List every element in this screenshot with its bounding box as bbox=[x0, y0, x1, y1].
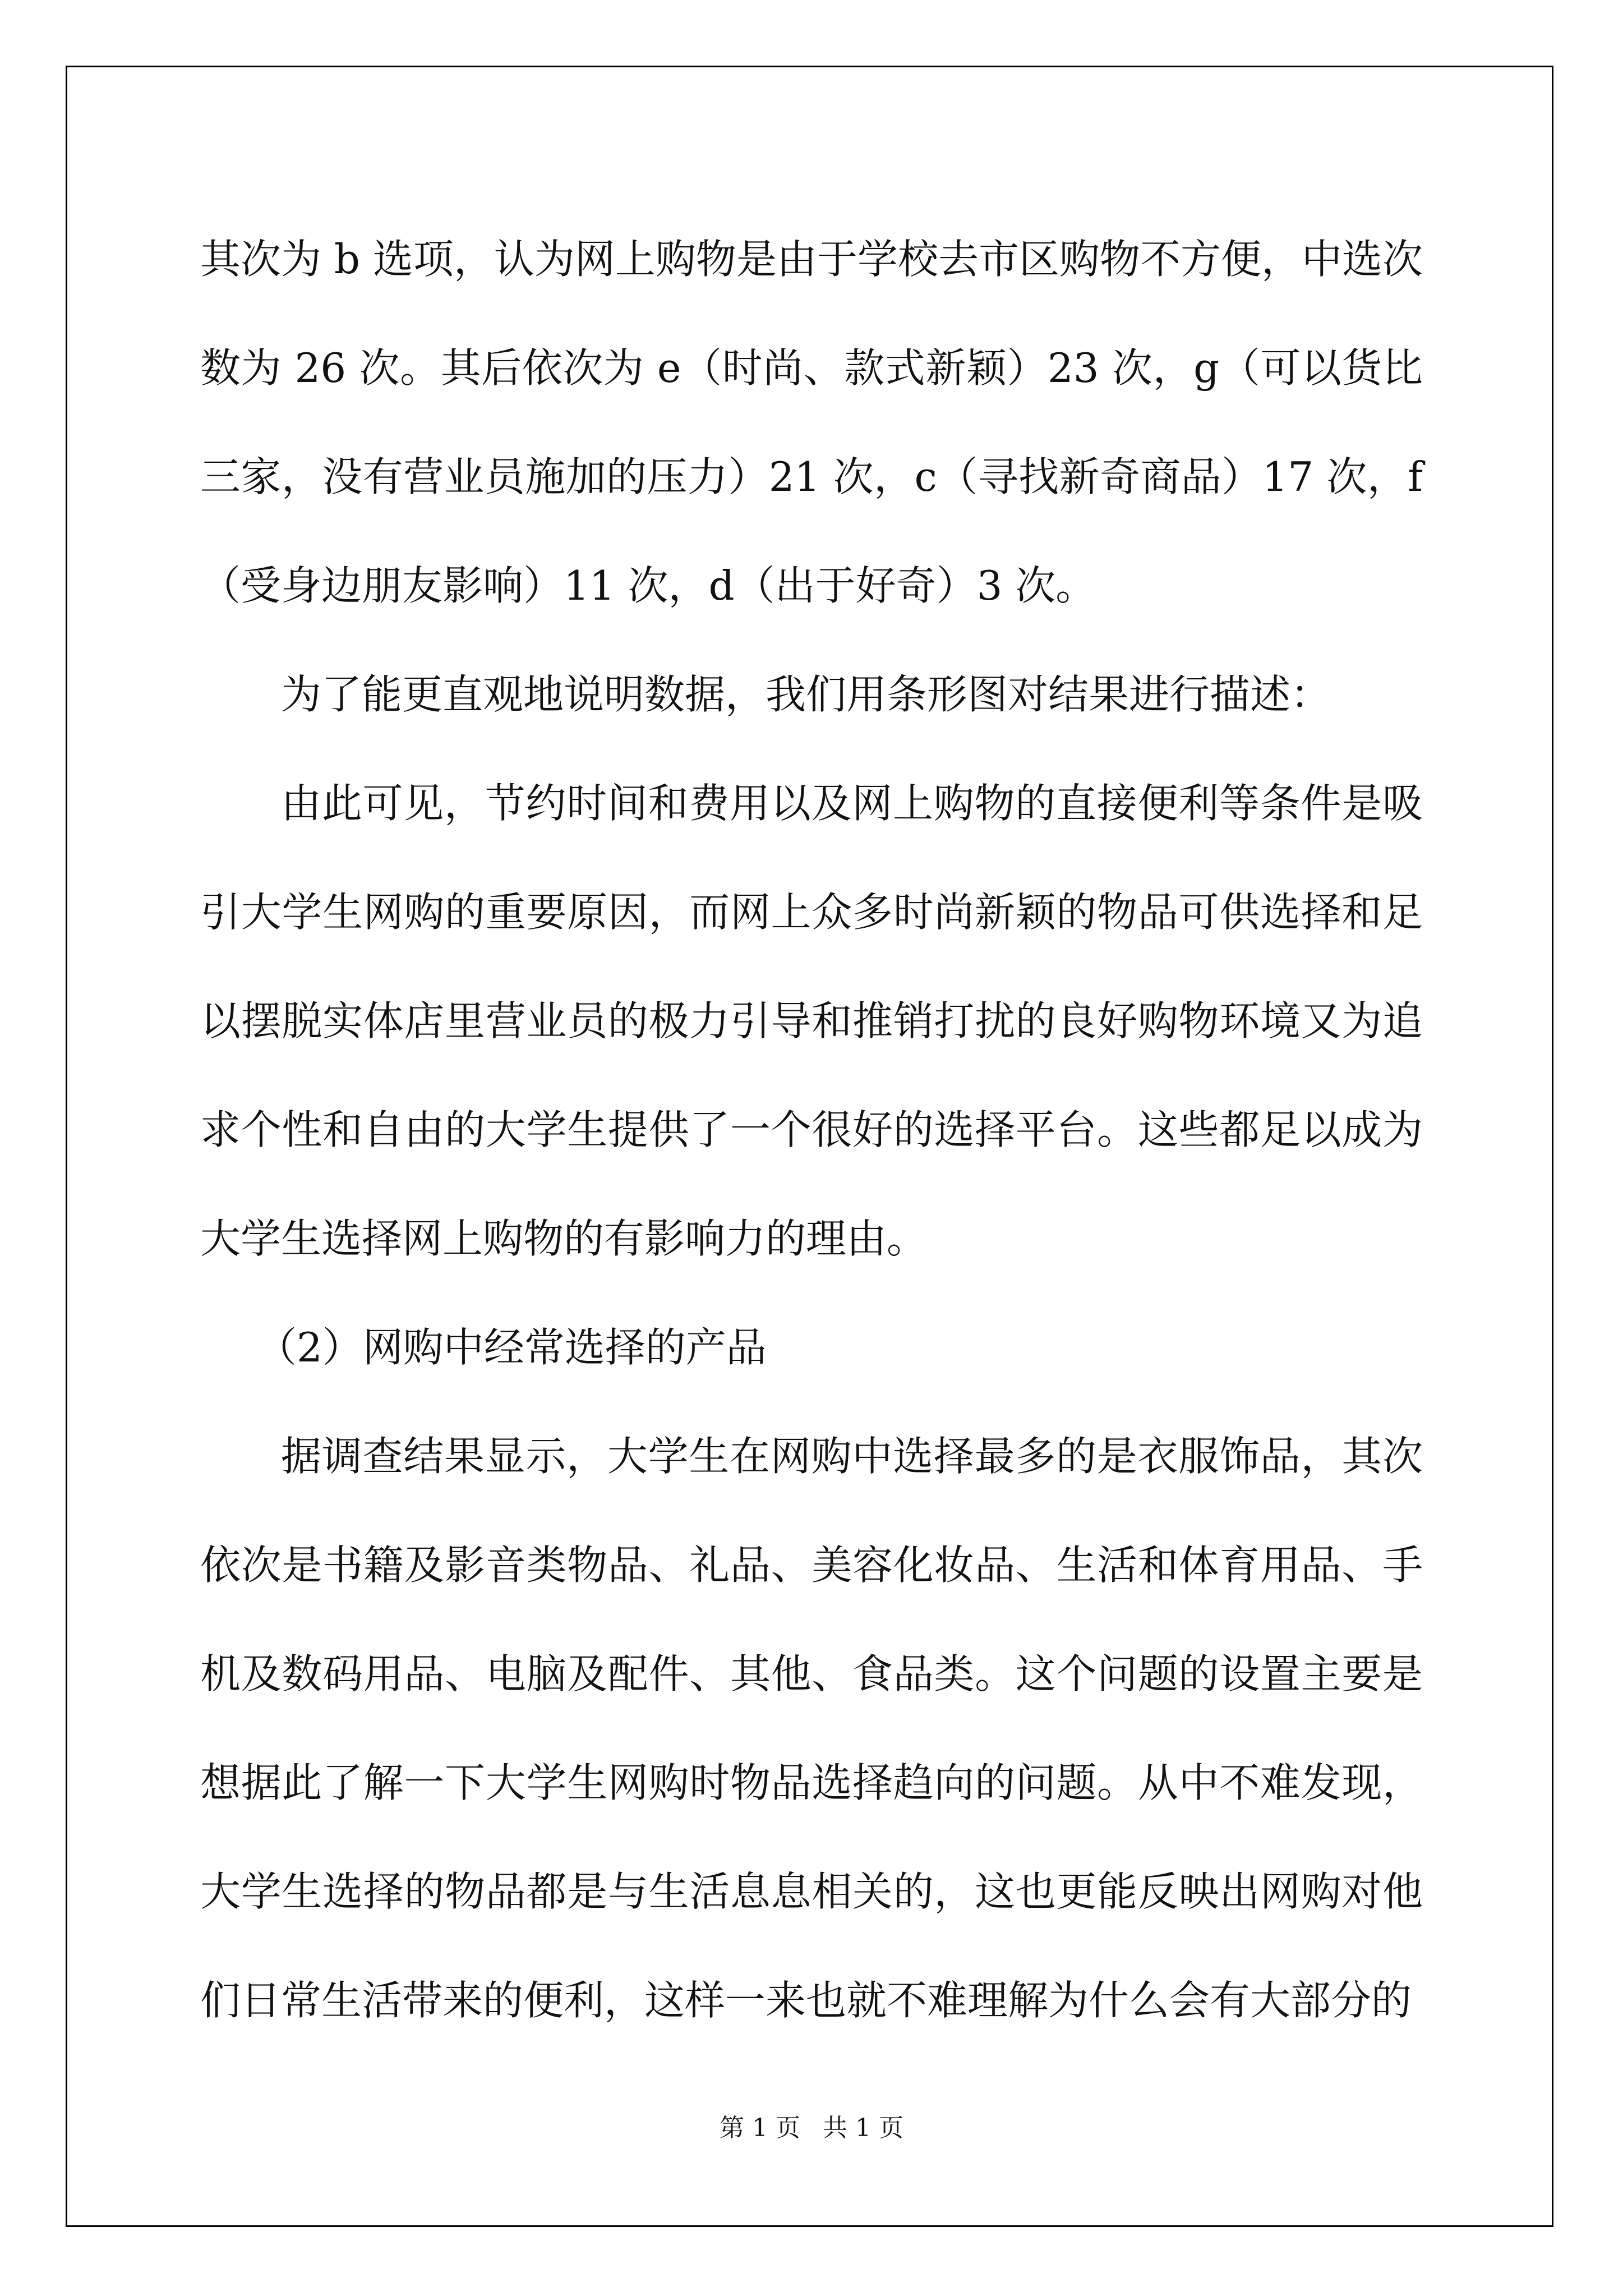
document-body bbox=[200, 205, 1423, 2055]
paragraph-product-analysis: 据调查结果显示，大学生在网购中选择最多的是衣服饰品，其次依次是书籍及影音类物品、礼品、美容化妆品、生活和体育用品、手机及数码用品、电脑及配件、其他、食品类。这个问题的设置主要是想据此了解一下大学生网购时物品选择趋向的问题。从中不难发现，大学生选择的物品都是与生活息息相关的，这也更能反映出网购对他们日常生活带来的便利，这样一来也就不难理解为什么会有大部分的 bbox=[200, 1433, 1423, 2024]
paragraph-survey-results: 其次为 b 选项，认为网上购物是由于学校去市区购物不方便，中选次数为 26 次。其后依次为 e（时尚、款式新颖）23 次，g（可以货比三家，没有营业员施加的压力）21 次，c（寻找新奇商品）17 次，f（受身边朋友影响）11 次，d（出于好奇）3 次。 bbox=[200, 236, 1423, 609]
page-number: 第 1 页 bbox=[720, 2114, 800, 2142]
page-footer bbox=[0, 2108, 1623, 2143]
paragraph-chart-intro: 为了能更直观地说明数据，我们用条形图对结果进行描述： bbox=[281, 671, 1331, 718]
section-heading-products: （2）网购中经常选择的产品 bbox=[256, 1324, 767, 1371]
paragraph-conclusion: 由此可见，节约时间和费用以及网上购物的直接便利等条件是吸引大学生网购的重要原因，而网上众多时尚新颖的物品可供选择和足以摆脱实体店里营业员的极力引导和推销打扰的良好购物环境又为追求个性和自由的大学生提供了一个很好的选择平台。这些都足以成为大学生选择网上购物的有影响力的理由。 bbox=[200, 780, 1423, 1262]
page-total: 共 1 页 bbox=[823, 2114, 903, 2142]
